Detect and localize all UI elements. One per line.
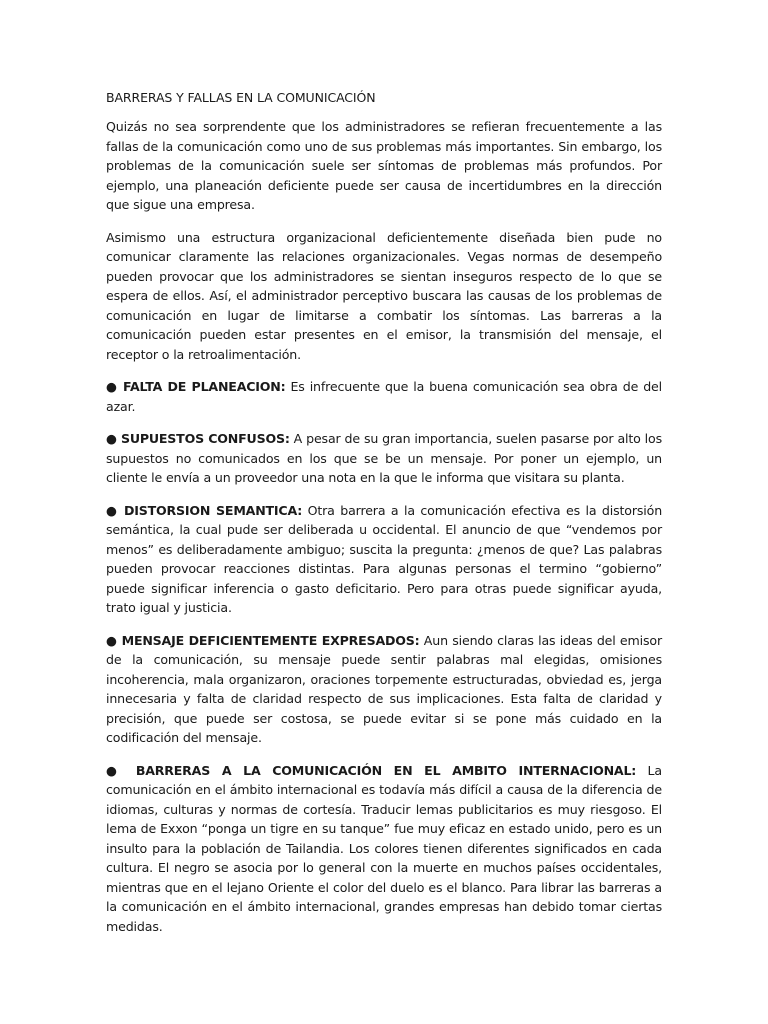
bullet-icon: ● xyxy=(106,762,125,778)
bullet-icon: ● xyxy=(106,431,117,446)
bullet-term: FALTA DE PLANEACION: xyxy=(123,379,286,394)
bullet-term: BARRERAS A LA COMUNICACIÓN EN EL AMBITO INTERNACIONAL: xyxy=(135,762,637,778)
bullet-supuestos-confusos xyxy=(106,429,662,488)
bullet-barreras-internacional xyxy=(106,761,662,937)
bullet-mensaje-deficiente xyxy=(106,631,662,748)
bullet-text: Es infrecuente que la buena comunicación sea obra de del azar. xyxy=(106,379,662,414)
bullet-icon: ● xyxy=(106,379,118,394)
bullet-icon: ● xyxy=(106,632,118,648)
bullet-text: La comunicación en el ámbito internacional es todavía más difícil a causa de la diferencia de idiomas, culturas y normas de cortesía. Traducir lemas publicitarios es muy riesgoso. El lema de Exxon “ponga un tigre en su tanque” fue muy eficaz en estado unido, pero es un insulto para la población de Tailandia. Los colores tienen diferentes significados en cada cultura. El negro se asocia por lo general con la muerte en muchos países occidentales, mientras que en el lejano Oriente el color del duelo es el blanco. Para librar las barreras a la comunicación en el ámbito internacional, grandes empresas han debido tomar ciertas medidas. xyxy=(106,762,662,934)
bullet-distorsion-semantica xyxy=(106,501,662,618)
bullet-term: MENSAJE DEFICIENTEMENTE EXPRESADOS: xyxy=(121,632,420,648)
bullet-falta-de-planeacion xyxy=(106,377,662,416)
bullet-term: SUPUESTOS CONFUSOS: xyxy=(120,431,290,446)
bullet-text: Aun siendo claras las ideas del emisor de la comunicación, su mensaje puede sentir palabras mal elegidas, omisiones incoherencia, mala organizaron, oraciones torpemente estructuradas, obviedad es, jerga innecesaria y falta de claridad respecto de sus implicaciones. Esta falta de claridad y precisión, que puede ser costosa, se puede evitar si se pone más cuidado en la codificación del mensaje. xyxy=(106,632,662,745)
document-title: BARRERAS Y FALLAS EN LA COMUNICACIÓN xyxy=(106,90,376,105)
intro-paragraph-2: Asimismo una estructura organizacional deficientemente diseñada bien pude no comunicar claramente las relaciones organizacionales. Vegas normas de desempeño pueden provocar que los administradores se sientan inseguros respecto de lo que se espera de ellos. Así, el administrador perceptivo buscara las causas de los problemas de comunicación en lugar de limitarse a combatir los síntomas. Las barreras a la comunicación pueden estar presentes en el emisor, la transmisión del mensaje, el receptor o la retroalimentación. xyxy=(106,229,662,362)
bullet-icon: ● xyxy=(106,502,119,518)
bullet-text: Otra barrera a la comunicación efectiva es la distorsión semántica, la cual pude ser deliberada u occidental. El anuncio de que “vendemos por menos” es deliberadamente ambiguo; suscita la pregunta: ¿menos de que? Las palabras pueden provocar reacciones distintas. Para algunas personas el termino “gobierno” puede significar inferencia o gasto deficitario. Pero para otras puede significar ayuda, trato igual y justicia. xyxy=(106,502,663,615)
document-page xyxy=(106,88,662,936)
bullet-text: A pesar de su gran importancia, suelen pasarse por alto los supuestos no comunicados en los que se be un mensaje. Por poner un ejemplo, un cliente le envía a un proveedor una nota en la que le informa que visitara su planta. xyxy=(106,431,662,485)
bullet-term: DISTORSION SEMANTICA: xyxy=(124,502,303,518)
intro-paragraph-1: Quizás no sea sorprendente que los administradores se refieran frecuentemente a las fallas de la comunicación como uno de sus problemas más importantes. Sin embargo, los problemas de la comunicación suele ser síntomas de problemas más profundos. Por ejemplo, una planeación deficiente puede ser causa de incertidumbres en la dirección que sigue una empresa. xyxy=(106,119,662,212)
